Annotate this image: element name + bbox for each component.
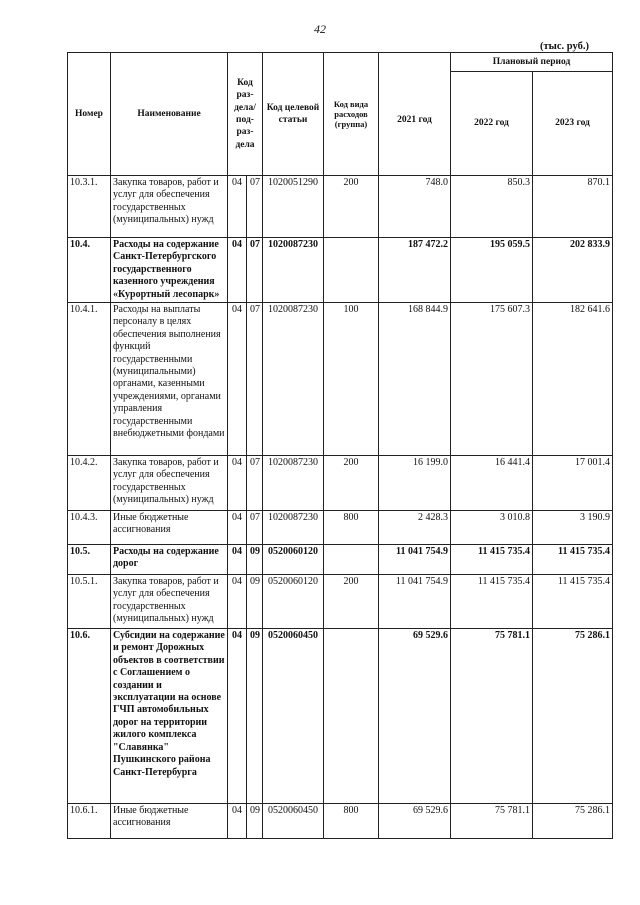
header-target: Код целевой статьи	[263, 53, 324, 176]
row-target-code: 1020087230	[263, 303, 324, 456]
row-section: 04	[228, 804, 247, 839]
row-expense-type: 100	[324, 303, 379, 456]
row-value-2022: 75 781.1	[451, 629, 533, 804]
row-number: 10.4.1.	[68, 303, 111, 456]
row-name: Расходы на выплаты персоналу в целях обеспечения выполнения функций государственными (муниципальными) органами, казенными учреждениями, органами управления государственными внебюджетными фондами	[111, 303, 228, 456]
row-number: 10.3.1.	[68, 176, 111, 238]
table-row	[68, 456, 613, 511]
row-value-2021: 11 041 754.9	[379, 545, 451, 575]
row-expense-type: 200	[324, 456, 379, 511]
row-subsection: 09	[247, 545, 263, 575]
row-number: 10.4.2.	[68, 456, 111, 511]
row-target-code: 0520060120	[263, 545, 324, 575]
row-subsection: 07	[247, 238, 263, 303]
header-year-2022: 2022 год	[451, 72, 533, 176]
row-value-2022: 11 415 735.4	[451, 575, 533, 629]
row-subsection: 07	[247, 511, 263, 545]
units-label: (тыс. руб.)	[540, 41, 589, 52]
row-section: 04	[228, 511, 247, 545]
header-name: Наименование	[111, 53, 228, 176]
row-name: Закупка товаров, работ и услуг для обеспечения государственных (муниципальных) нужд	[111, 176, 228, 238]
header-year-2023: 2023 год	[533, 72, 613, 176]
header-row	[68, 53, 613, 72]
row-section: 04	[228, 238, 247, 303]
table-row	[68, 238, 613, 303]
row-target-code: 0520060450	[263, 629, 324, 804]
row-subsection: 07	[247, 303, 263, 456]
row-number: 10.4.3.	[68, 511, 111, 545]
row-subsection: 07	[247, 176, 263, 238]
row-expense-type: 800	[324, 804, 379, 839]
row-target-code: 1020087230	[263, 238, 324, 303]
row-number: 10.5.	[68, 545, 111, 575]
row-number: 10.6.	[68, 629, 111, 804]
table-row	[68, 303, 613, 456]
row-target-code: 0520060450	[263, 804, 324, 839]
row-target-code: 1020087230	[263, 456, 324, 511]
row-target-code: 1020087230	[263, 511, 324, 545]
row-value-2022: 16 441.4	[451, 456, 533, 511]
header-year-2021: 2021 год	[379, 53, 451, 176]
row-value-2021: 168 844.9	[379, 303, 451, 456]
header-section: Код раз-дела/ под-раз-дела	[228, 53, 263, 176]
row-value-2023: 17 001.4	[533, 456, 613, 511]
row-value-2023: 11 415 735.4	[533, 545, 613, 575]
header-expense-type: Код вида расходов (группа)	[324, 53, 379, 176]
row-value-2021: 11 041 754.9	[379, 575, 451, 629]
row-expense-type: 200	[324, 176, 379, 238]
row-value-2022: 75 781.1	[451, 804, 533, 839]
header-number: Номер	[68, 53, 111, 176]
row-target-code: 0520060120	[263, 575, 324, 629]
row-section: 04	[228, 575, 247, 629]
row-subsection: 07	[247, 456, 263, 511]
row-value-2023: 3 190.9	[533, 511, 613, 545]
header-planning-period: Плановый период	[451, 53, 613, 72]
table-row	[68, 575, 613, 629]
row-name: Расходы на содержание Санкт-Петербургского государственного казенного учреждения «Курортный лесопарк»	[111, 238, 228, 303]
row-expense-type	[324, 238, 379, 303]
row-expense-type	[324, 629, 379, 804]
row-section: 04	[228, 456, 247, 511]
table-row	[68, 511, 613, 545]
row-value-2023: 11 415 735.4	[533, 575, 613, 629]
row-value-2021: 69 529.6	[379, 629, 451, 804]
row-value-2022: 11 415 735.4	[451, 545, 533, 575]
row-value-2023: 75 286.1	[533, 629, 613, 804]
row-subsection: 09	[247, 629, 263, 804]
row-section: 04	[228, 303, 247, 456]
row-value-2021: 748.0	[379, 176, 451, 238]
row-expense-type	[324, 545, 379, 575]
row-name: Закупка товаров, работ и услуг для обеспечения государственных (муниципальных) нужд	[111, 575, 228, 629]
row-value-2023: 870.1	[533, 176, 613, 238]
row-subsection: 09	[247, 575, 263, 629]
row-name: Субсидии на содержание и ремонт Дорожных объектов в соответствии с Соглашением о создании и эксплуатации на основе ГЧП автомобильных дорог на территории жилого комплекса "Славянка" Пушкинского района Санкт-Петербурга	[111, 629, 228, 804]
row-name: Расходы на содержание дорог	[111, 545, 228, 575]
row-name: Иные бюджетные ассигнования	[111, 804, 228, 839]
row-value-2023: 182 641.6	[533, 303, 613, 456]
page-number: 42	[314, 22, 326, 36]
row-number: 10.5.1.	[68, 575, 111, 629]
row-value-2022: 195 059.5	[451, 238, 533, 303]
row-number: 10.4.	[68, 238, 111, 303]
row-section: 04	[228, 176, 247, 238]
row-value-2023: 75 286.1	[533, 804, 613, 839]
budget-table	[67, 52, 613, 839]
row-number: 10.6.1.	[68, 804, 111, 839]
row-section: 04	[228, 629, 247, 804]
row-value-2022: 850.3	[451, 176, 533, 238]
row-name: Иные бюджетные ассигнования	[111, 511, 228, 545]
row-value-2021: 187 472.2	[379, 238, 451, 303]
row-target-code: 1020051290	[263, 176, 324, 238]
row-value-2023: 202 833.9	[533, 238, 613, 303]
row-section: 04	[228, 545, 247, 575]
row-name: Закупка товаров, работ и услуг для обеспечения государственных (муниципальных) нужд	[111, 456, 228, 511]
row-expense-type: 200	[324, 575, 379, 629]
table-row	[68, 804, 613, 839]
row-expense-type: 800	[324, 511, 379, 545]
row-value-2021: 2 428.3	[379, 511, 451, 545]
row-value-2022: 3 010.8	[451, 511, 533, 545]
row-value-2021: 69 529.6	[379, 804, 451, 839]
table-row	[68, 629, 613, 804]
table-row	[68, 545, 613, 575]
row-subsection: 09	[247, 804, 263, 839]
table-row	[68, 176, 613, 238]
row-value-2022: 175 607.3	[451, 303, 533, 456]
row-value-2021: 16 199.0	[379, 456, 451, 511]
